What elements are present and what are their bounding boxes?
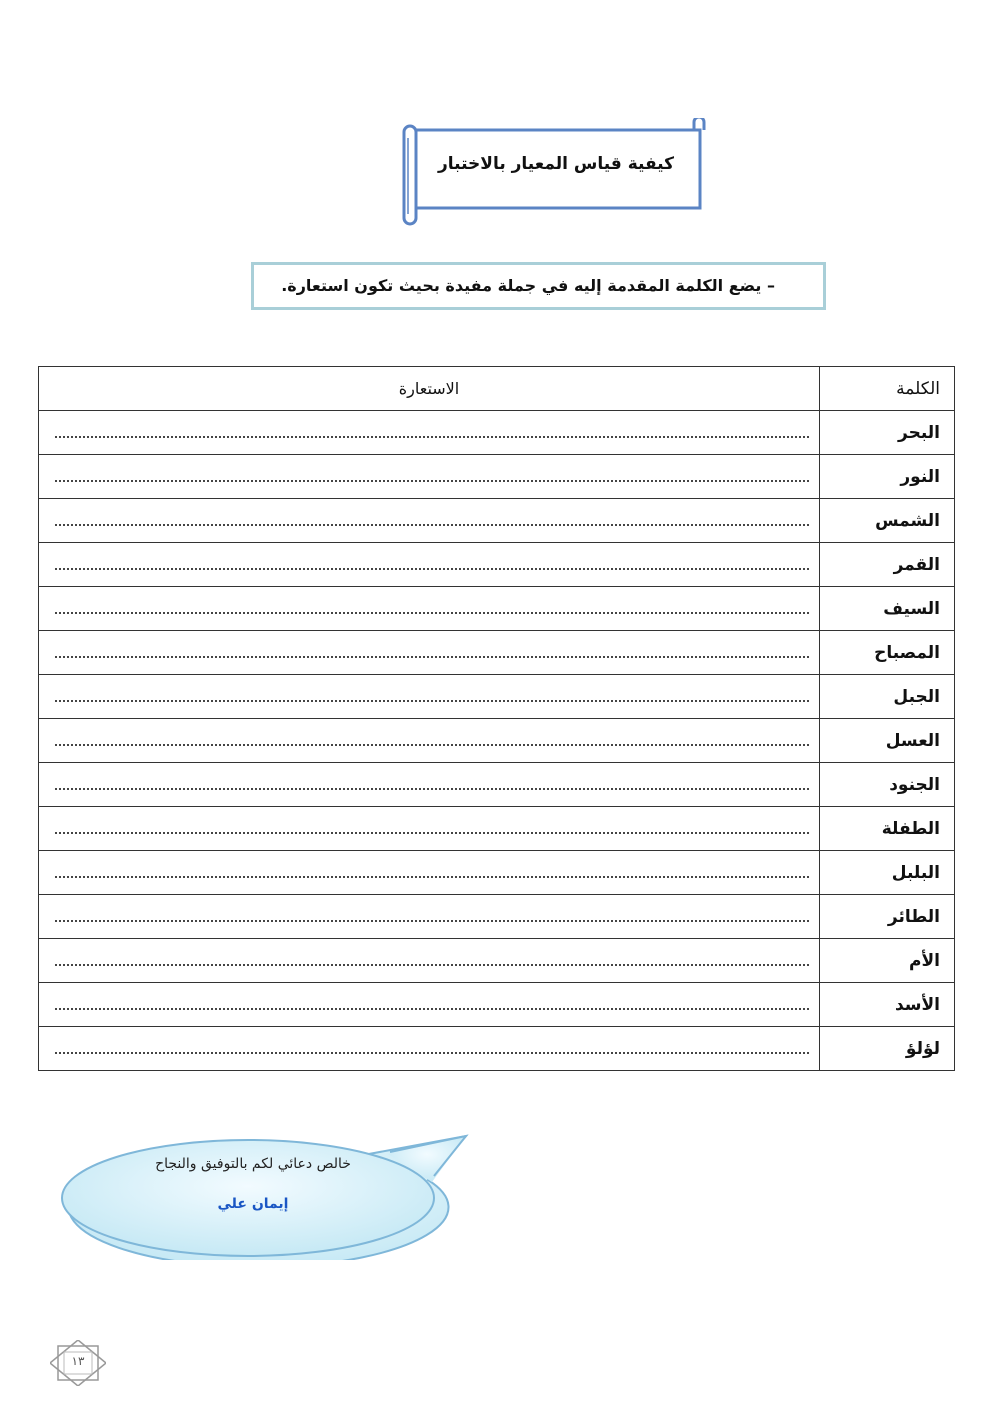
metaphor-answer-cell[interactable]: [39, 631, 820, 675]
word-cell: [820, 455, 955, 499]
word-text: الطائر: [887, 906, 940, 927]
speech-bubble: [58, 1130, 474, 1260]
metaphor-answer-cell[interactable]: [39, 763, 820, 807]
instruction-text: – يضع الكلمة المقدمة إليه في جملة مفيدة بحيث تكون استعارة.: [281, 276, 775, 295]
word-text: القمر: [893, 554, 940, 575]
table-row: [39, 851, 955, 895]
metaphor-table: [38, 366, 955, 1071]
word-cell: [820, 543, 955, 587]
word-cell: [820, 631, 955, 675]
word-text: الأم: [909, 950, 940, 971]
word-cell: [820, 807, 955, 851]
dotted-answer-line: [55, 904, 809, 922]
word-text: النور: [900, 466, 940, 487]
table-row: [39, 631, 955, 675]
word-cell: [820, 587, 955, 631]
bubble-shape: [58, 1130, 474, 1260]
table-row: [39, 939, 955, 983]
table-row: [39, 807, 955, 851]
word-text: البلبل: [891, 862, 940, 883]
dotted-answer-line: [55, 1036, 809, 1054]
table-row: [39, 543, 955, 587]
table-row: [39, 455, 955, 499]
word-text: المصباح: [874, 642, 940, 663]
dotted-answer-line: [55, 816, 809, 834]
metaphor-answer-cell[interactable]: [39, 1027, 820, 1071]
dotted-answer-line: [55, 948, 809, 966]
metaphor-answer-cell[interactable]: [39, 983, 820, 1027]
dotted-answer-line: [55, 860, 809, 878]
word-text: الأسد: [894, 994, 940, 1015]
word-cell: [820, 499, 955, 543]
word-text: البحر: [898, 422, 940, 443]
word-cell: [820, 1027, 955, 1071]
dotted-answer-line: [55, 596, 809, 614]
header-word: الكلمة: [820, 367, 955, 411]
word-cell: [820, 983, 955, 1027]
bubble-message: خالص دعائي لكم بالتوفيق والنجاح: [155, 1156, 351, 1172]
dotted-answer-line: [55, 728, 809, 746]
word-cell: [820, 851, 955, 895]
word-text: لؤلؤ: [905, 1038, 940, 1059]
table-body: [39, 411, 955, 1071]
metaphor-answer-cell[interactable]: [39, 543, 820, 587]
metaphor-answer-cell[interactable]: [39, 939, 820, 983]
word-cell: [820, 411, 955, 455]
dotted-answer-line: [55, 992, 809, 1010]
bubble-author: إيمان علي: [217, 1196, 289, 1212]
dotted-answer-line: [55, 420, 809, 438]
metaphor-answer-cell[interactable]: [39, 719, 820, 763]
table-row: [39, 675, 955, 719]
dotted-answer-line: [55, 772, 809, 790]
page-number: ١٣: [71, 1354, 85, 1368]
table-row: [39, 763, 955, 807]
word-cell: [820, 895, 955, 939]
header-metaphor: الاستعارة: [39, 367, 820, 411]
instruction-box: [251, 262, 826, 310]
table-row: [39, 587, 955, 631]
table-header-row: [39, 367, 955, 411]
word-text: الجبل: [893, 686, 940, 707]
word-text: السيف: [883, 598, 940, 619]
word-cell: [820, 939, 955, 983]
dotted-answer-line: [55, 508, 809, 526]
word-text: الشمس: [875, 510, 940, 531]
word-text: العسل: [885, 730, 940, 751]
metaphor-answer-cell[interactable]: [39, 675, 820, 719]
metaphor-answer-cell[interactable]: [39, 851, 820, 895]
metaphor-answer-cell[interactable]: [39, 895, 820, 939]
table-row: [39, 719, 955, 763]
metaphor-answer-cell[interactable]: [39, 411, 820, 455]
metaphor-answer-cell[interactable]: [39, 587, 820, 631]
word-text: الطفلة: [881, 818, 940, 839]
page-title: كيفية قياس المعيار بالاختبار: [437, 154, 675, 174]
word-cell: [820, 719, 955, 763]
metaphor-answer-cell[interactable]: [39, 455, 820, 499]
table-row: [39, 411, 955, 455]
dotted-answer-line: [55, 684, 809, 702]
dotted-answer-line: [55, 552, 809, 570]
table-row: [39, 499, 955, 543]
table-row: [39, 895, 955, 939]
table-row: [39, 983, 955, 1027]
title-banner: [396, 118, 712, 226]
page-number-badge: [50, 1340, 106, 1386]
word-cell: [820, 675, 955, 719]
metaphor-answer-cell[interactable]: [39, 807, 820, 851]
table-row: [39, 1027, 955, 1071]
dotted-answer-line: [55, 464, 809, 482]
dotted-answer-line: [55, 640, 809, 658]
metaphor-answer-cell[interactable]: [39, 499, 820, 543]
word-cell: [820, 763, 955, 807]
word-text: الجنود: [889, 774, 940, 795]
